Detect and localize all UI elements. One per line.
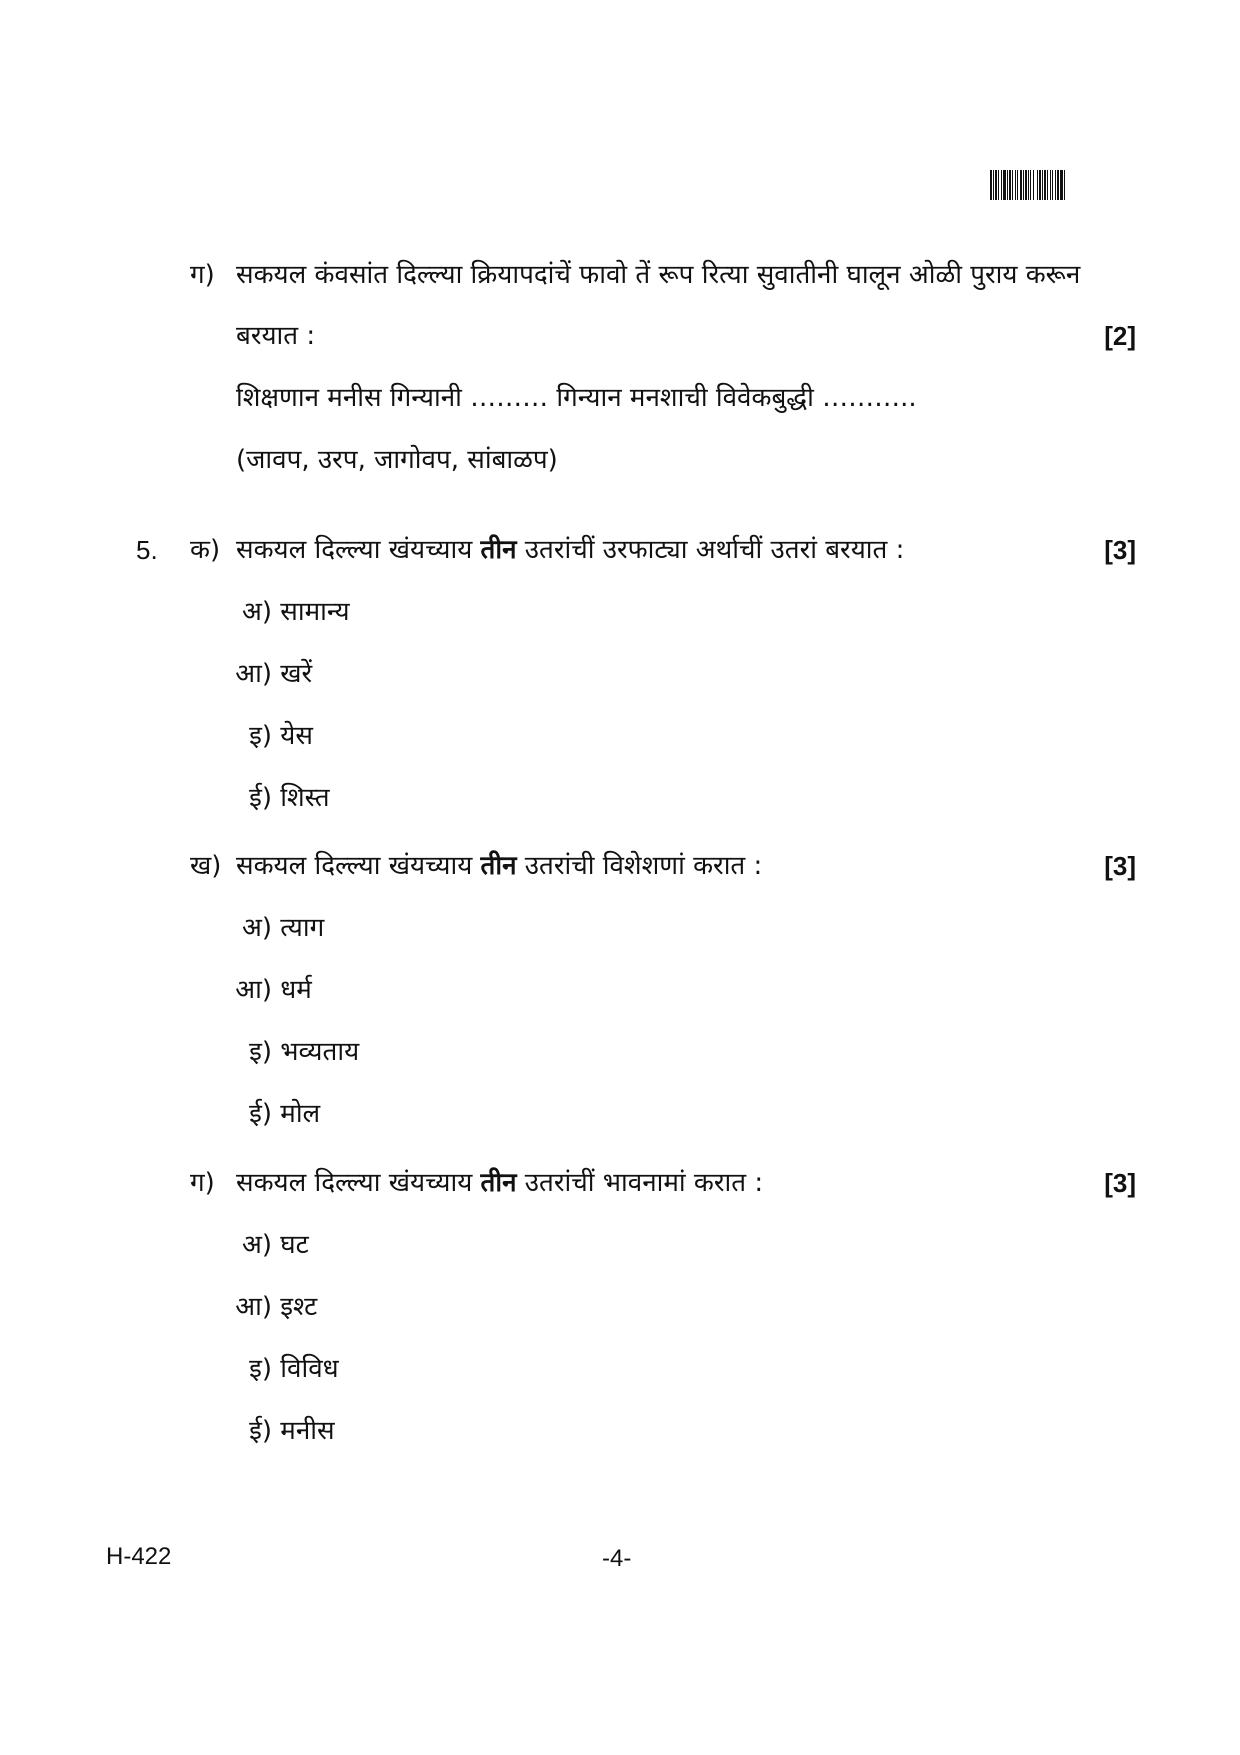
q5-ka-item	[230, 781, 330, 815]
q5-ka-item	[230, 595, 350, 629]
item-label: इ)	[249, 721, 272, 751]
q5-kha-bold: तीन	[480, 851, 517, 881]
q4g-options: (जावप, उरप, जागोवप, सांबाळप)	[236, 445, 558, 475]
q5-ga-item	[230, 1352, 339, 1386]
q5-ka-item	[230, 719, 313, 753]
item-text: विविध	[280, 1354, 339, 1384]
q5-kha-item	[230, 973, 312, 1007]
item-label: अ)	[241, 597, 272, 627]
item-text: खरें	[280, 659, 313, 689]
q5-ga-label: ग)	[190, 1168, 215, 1198]
item-label: अ)	[241, 1230, 272, 1260]
q5-kha-item	[230, 1035, 359, 1069]
q5-kha-text-before: सकयल दिल्ल्या खंयच्याय	[236, 851, 481, 881]
item-label: ई)	[249, 1416, 272, 1446]
item-text: त्याग	[280, 913, 325, 943]
item-text: इश्ट	[280, 1292, 318, 1322]
item-label: इ)	[249, 1354, 272, 1384]
q4g-sentence: शिक्षणान मनीस गिन्यानी ……… गिन्यान मनशाची विवेकबुद्धी ………..	[236, 383, 917, 413]
q5-kha-item	[230, 1097, 320, 1131]
item-text: भव्यताय	[280, 1037, 360, 1067]
item-text: शिस्त	[280, 783, 330, 813]
q5-ga-item	[230, 1290, 317, 1324]
q4g-block	[190, 258, 215, 292]
item-label: इ)	[249, 1037, 272, 1067]
paper-code: H-422	[106, 1543, 172, 1570]
item-text: मोल	[280, 1099, 321, 1129]
item-label: ई)	[249, 1099, 272, 1129]
barcode-image	[990, 170, 1133, 200]
item-label: आ)	[235, 1292, 272, 1322]
q5-ka-bold: तीन	[480, 535, 517, 565]
q5-kha-marks: [3]	[1104, 851, 1136, 881]
q5-kha-item	[230, 911, 324, 945]
q5-ka-text-after: उतरांचीं उरफाट्या अर्थाचीं उतरां बरयात :	[516, 535, 905, 565]
q5-ka-label: क)	[190, 535, 221, 565]
q5-ga-item	[230, 1228, 309, 1262]
q5-kha-label: ख)	[190, 851, 222, 881]
q4g-instruction-line1: सकयल कंवसांत दिल्ल्या क्रियापदांचें फावो तें रूप रित्या सुवातीनी घालून ओळी पुराय करून	[236, 260, 1081, 290]
q5-ka-instruction	[236, 533, 904, 567]
q5-ga-text-after: उतरांचीं भावनामां करात :	[516, 1168, 764, 1198]
q5-ka-marks: [3]	[1104, 535, 1136, 565]
item-label: ई)	[249, 783, 272, 813]
q4g-marks: [2]	[1104, 321, 1136, 351]
q5-ka-text-before: सकयल दिल्ल्या खंयच्याय	[236, 535, 481, 565]
q5-ka-item	[230, 657, 312, 691]
item-label: आ)	[235, 975, 272, 1005]
item-label: आ)	[235, 659, 272, 689]
item-text: येस	[280, 721, 313, 751]
item-text: धर्म	[280, 975, 312, 1005]
item-text: घट	[280, 1230, 309, 1260]
q5-ga-bold: तीन	[480, 1168, 517, 1198]
item-text: मनीस	[280, 1416, 335, 1446]
q5-ga-instruction	[236, 1166, 763, 1200]
q5-number: 5.	[136, 535, 158, 565]
q4g-instruction-line2: बरयात :	[236, 321, 316, 351]
page-number: -4-	[602, 1545, 632, 1572]
q5-ga-text-before: सकयल दिल्ल्या खंयच्याय	[236, 1168, 481, 1198]
q5-ga-marks: [3]	[1104, 1168, 1136, 1198]
q5-kha-text-after: उतरांची विशेशणां करात :	[516, 851, 763, 881]
item-label: अ)	[241, 913, 272, 943]
item-text: सामान्य	[280, 597, 350, 627]
q5-ga-item	[230, 1414, 335, 1448]
q4g-label: ग)	[190, 260, 215, 290]
q5-kha-instruction	[236, 849, 762, 883]
